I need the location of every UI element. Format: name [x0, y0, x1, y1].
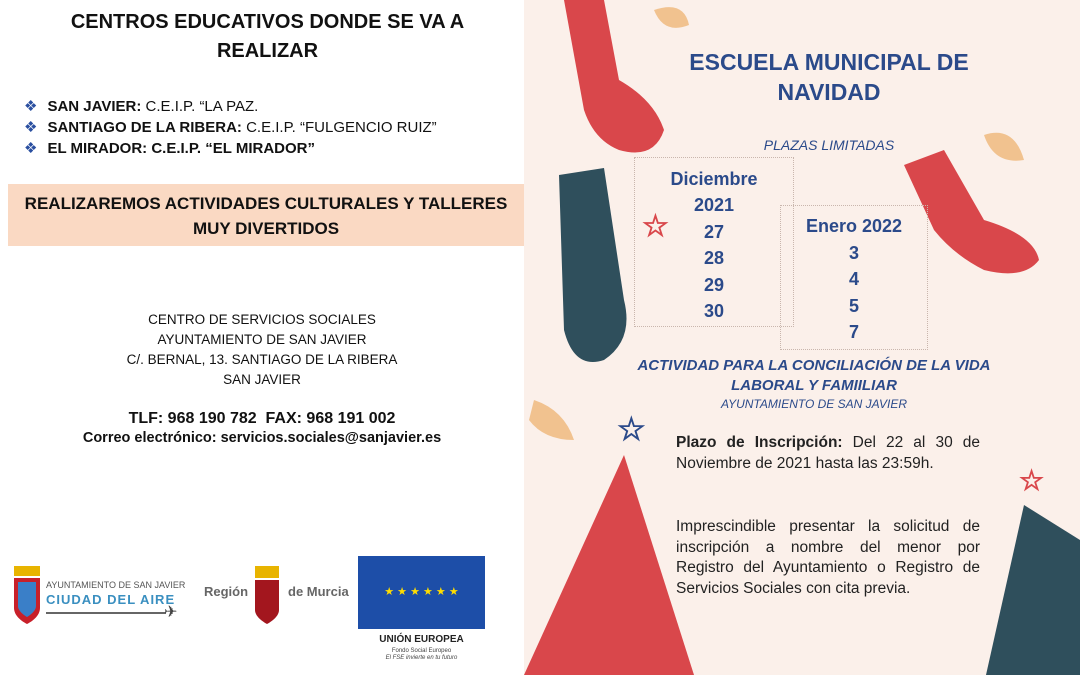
january-day: 3 [848, 243, 859, 263]
eu-logo-sub2: El FSE invierte en tu futuro [385, 655, 458, 661]
logos-row [0, 550, 524, 670]
december-day: 29 [703, 275, 725, 295]
diamond-bullet-icon: ❖ [24, 98, 38, 115]
star-icon: ☆ [642, 210, 669, 243]
december-label: Diciembre [670, 169, 758, 189]
center-place: EL MIRADOR: C.E.I.P. “EL MIRADOR” [47, 140, 315, 157]
red-stocking-top-icon [564, 0, 664, 153]
san-javier-logo-bottom: CIUDAD DEL AIRE [46, 592, 176, 607]
center-school: C.E.I.P. “FULGENCIO RUIZ” [241, 119, 437, 136]
activity-description: ACTIVIDAD PARA LA CONCILIACIÓN DE LA VIDA LABORAL Y FAMIILIAR [637, 357, 991, 394]
deadline-text: Del 22 al 30 de Noviembre de 2021 hasta las 23:59h. [676, 434, 981, 472]
email-line: Correo electrónico: servicios.sociales@sanjavier.es [82, 430, 442, 446]
red-tree-icon [524, 455, 694, 675]
january-day: 4 [848, 269, 859, 289]
san-javier-crest-logo [12, 564, 42, 628]
murcia-logo-left: Región [204, 584, 249, 599]
december-year: 2021 [693, 195, 735, 215]
teal-tree-icon [986, 505, 1080, 675]
centers-list [24, 96, 437, 159]
diamond-bullet-icon: ❖ [24, 119, 38, 136]
address-line: CENTRO DE SERVICIOS SOCIALES [148, 312, 376, 327]
phone-fax: TLF: 968 190 782 FAX: 968 191 002 [128, 410, 396, 427]
january-day: 7 [848, 322, 859, 342]
diamond-bullet-icon: ❖ [24, 140, 38, 157]
address-line: SAN JAVIER [223, 372, 301, 387]
registration-requirement: Imprescindible presentar la solicitud de inscripción a nombre del menor por Registro del Ayuntamiento o Registro de Servicios Sociales con cita previa. [676, 518, 980, 597]
leaf-icon [984, 133, 1024, 161]
center-place: SAN JAVIER: [47, 98, 142, 115]
school-title: ESCUELA MUNICIPAL DE NAVIDAD [689, 49, 969, 105]
december-day: 30 [703, 301, 725, 321]
list-item [24, 138, 437, 159]
eu-logo-sub1: Fondo Social Europeo [391, 648, 452, 654]
star-icon: ☆ [1019, 465, 1045, 496]
address-line: AYUNTAMIENTO DE SAN JAVIER [157, 332, 367, 347]
registration-deadline [676, 433, 980, 474]
san-javier-logo-top: AYUNTAMIENTO DE SAN JAVIER [46, 580, 186, 590]
address-block [0, 310, 524, 390]
eu-flag-logo: ★ ★ ★ ★ ★ ★ [358, 556, 485, 629]
address-line: C/. BERNAL, 13. SANTIAGO DE LA RIBERA [126, 352, 398, 367]
murcia-logo-right: de Murcia [288, 584, 349, 599]
right-panel [524, 0, 1080, 675]
leaf-icon [529, 400, 574, 440]
murcia-crest-logo [251, 564, 283, 626]
list-item [24, 117, 437, 138]
december-day: 28 [703, 248, 725, 268]
list-item [24, 96, 437, 117]
leaf-icon [654, 7, 689, 28]
star-icon: ☆ [617, 411, 646, 447]
left-panel [0, 0, 524, 675]
limited-places: PLAZAS LIMITADAS [763, 137, 895, 153]
organizer: AYUNTAMIENTO DE SAN JAVIER [720, 397, 908, 411]
plane-trail-icon [46, 612, 166, 614]
deadline-label: Plazo de Inscripción: [676, 434, 843, 451]
activities-banner: REALIZAREMOS ACTIVIDADES CULTURALES Y TALLERES MUY DIVERTIDOS [8, 184, 524, 246]
centers-heading: CENTROS EDUCATIVOS DONDE SE VA A REALIZAR [70, 11, 465, 62]
january-label: Enero 2022 [805, 216, 903, 236]
plane-icon: ✈ [164, 604, 178, 621]
january-day: 5 [848, 296, 859, 316]
center-school: C.E.I.P. “LA PAZ. [141, 98, 259, 115]
eu-logo-title: UNIÓN EUROPEA [379, 634, 464, 645]
teal-stocking-icon [559, 168, 627, 362]
center-place: SANTIAGO DE LA RIBERA: [47, 119, 242, 136]
december-day: 27 [703, 222, 725, 242]
